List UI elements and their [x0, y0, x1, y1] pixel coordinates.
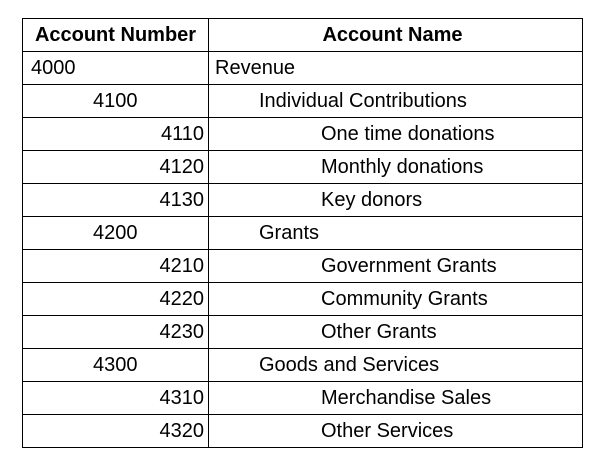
account-number-cell: 4230: [23, 316, 209, 349]
account-number-cell: 4100: [23, 85, 209, 118]
table-row: [23, 250, 583, 283]
account-number-cell: 4130: [23, 184, 209, 217]
table-row: [23, 382, 583, 415]
table-row: [23, 283, 583, 316]
account-number-cell: 4220: [23, 283, 209, 316]
account-number-cell: 4120: [23, 151, 209, 184]
account-number-cell: 4310: [23, 382, 209, 415]
table-row: [23, 151, 583, 184]
account-name-cell: Goods and Services: [209, 349, 583, 382]
account-number-cell: 4300: [23, 349, 209, 382]
account-number-cell: 4200: [23, 217, 209, 250]
table-row: [23, 118, 583, 151]
table-row: [23, 316, 583, 349]
account-name-cell: Community Grants: [209, 283, 583, 316]
account-number-cell: 4320: [23, 415, 209, 448]
chart-of-accounts: [22, 18, 582, 442]
account-name-cell: Merchandise Sales: [209, 382, 583, 415]
header-row: [23, 19, 583, 52]
table-row: [23, 217, 583, 250]
account-name-cell: Grants: [209, 217, 583, 250]
accounts-table: [22, 18, 583, 448]
table-row: [23, 85, 583, 118]
account-name-cell: Key donors: [209, 184, 583, 217]
account-name-cell: One time donations: [209, 118, 583, 151]
account-name-cell: Other Services: [209, 415, 583, 448]
account-name-cell: Revenue: [209, 52, 583, 85]
account-number-cell: 4000: [23, 52, 209, 85]
account-name-header: Account Name: [209, 19, 583, 52]
account-number-cell: 4210: [23, 250, 209, 283]
table-row: [23, 415, 583, 448]
table-row: [23, 52, 583, 85]
table-row: [23, 184, 583, 217]
table-row: [23, 349, 583, 382]
account-name-cell: Monthly donations: [209, 151, 583, 184]
account-name-cell: Individual Contributions: [209, 85, 583, 118]
account-name-cell: Government Grants: [209, 250, 583, 283]
account-number-header: Account Number: [23, 19, 209, 52]
account-name-cell: Other Grants: [209, 316, 583, 349]
account-number-cell: 4110: [23, 118, 209, 151]
